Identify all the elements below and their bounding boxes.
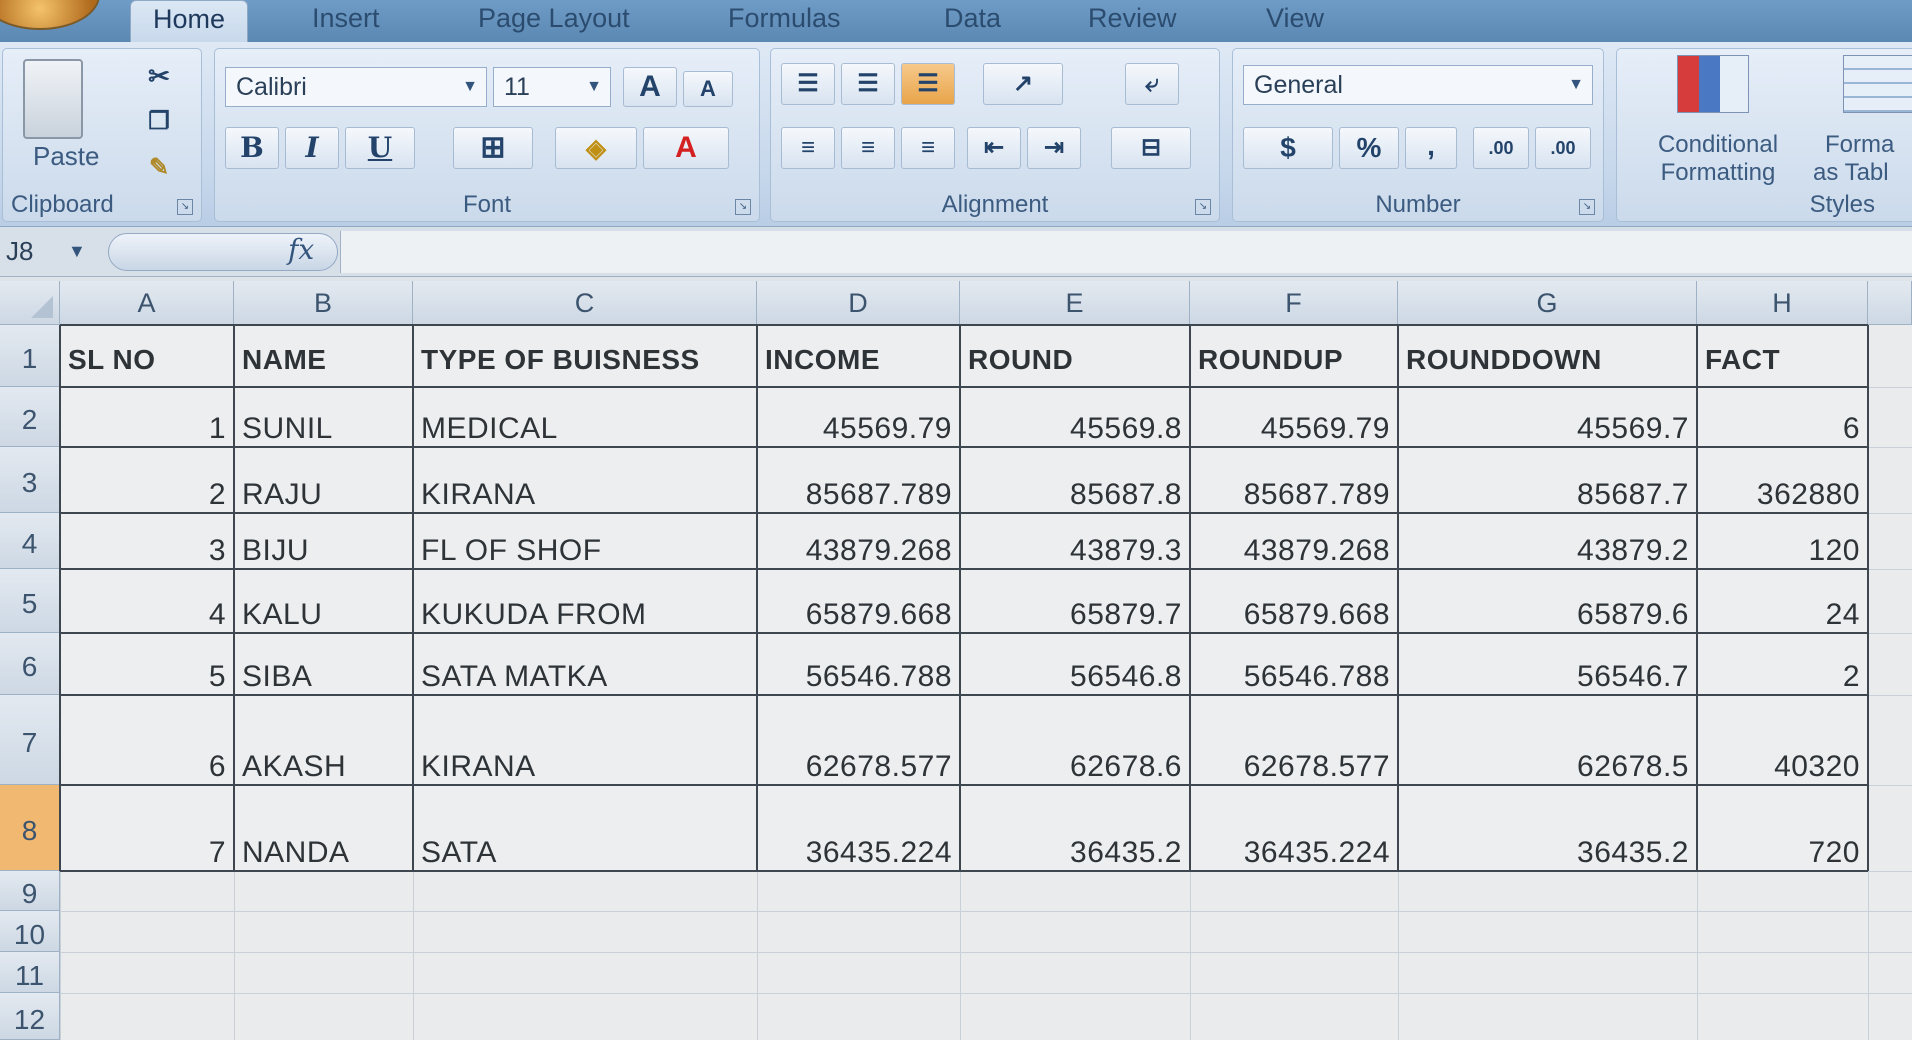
- table-cell[interactable]: 40320: [1774, 750, 1860, 783]
- table-border: [60, 568, 1868, 570]
- table-cell[interactable]: SIBA: [242, 660, 313, 693]
- table-border: [1696, 325, 1698, 871]
- table-cell[interactable]: 2: [208, 478, 226, 511]
- italic-button[interactable]: I: [285, 127, 339, 169]
- currency-button[interactable]: $: [1243, 127, 1333, 169]
- format-as-table-label-2: as Tabl: [1813, 159, 1889, 186]
- table-cell[interactable]: 36435.224: [805, 836, 952, 869]
- table-cell[interactable]: 1: [208, 412, 226, 445]
- font-size-value: 11: [504, 73, 530, 101]
- table-cell[interactable]: KUKUDA FROM: [421, 598, 647, 631]
- table-cell[interactable]: 43879.268: [1243, 534, 1390, 567]
- conditional-formatting-button[interactable]: [1633, 131, 1803, 187]
- decrease-indent-icon[interactable]: ⇤: [967, 127, 1021, 169]
- tab-insert[interactable]: Insert: [312, 3, 380, 33]
- table-cell[interactable]: 24: [1825, 598, 1860, 631]
- number-group-label: Number: [1375, 191, 1461, 218]
- header-cell[interactable]: NAME: [242, 344, 327, 375]
- tab-view[interactable]: View: [1266, 3, 1325, 33]
- header-cell[interactable]: ROUNDDOWN: [1406, 344, 1602, 375]
- comma-button[interactable]: ,: [1405, 127, 1457, 169]
- increase-indent-icon[interactable]: ⇥: [1027, 127, 1081, 169]
- font-launcher-icon[interactable]: ↘: [735, 199, 751, 215]
- table-cell[interactable]: AKASH: [242, 750, 347, 783]
- row-header-9[interactable]: 9: [0, 871, 60, 911]
- cut-icon[interactable]: ✂: [148, 61, 170, 91]
- table-cell[interactable]: 56546.7: [1577, 660, 1689, 693]
- table-cell[interactable]: 6: [208, 750, 226, 783]
- table-cell[interactable]: 85687.789: [1243, 478, 1390, 511]
- font-group: [214, 48, 760, 222]
- table-cell[interactable]: 65879.668: [1243, 598, 1390, 631]
- font-name-value: Calibri: [236, 73, 307, 101]
- table-cell[interactable]: 43879.2: [1577, 534, 1689, 567]
- alignment-group: [770, 48, 1220, 222]
- table-cell[interactable]: 45569.79: [1260, 412, 1390, 445]
- font-name-select[interactable]: [225, 67, 487, 107]
- conditional-formatting-label-1: Conditional: [1657, 131, 1779, 158]
- table-cell[interactable]: 65879.668: [805, 598, 952, 631]
- increase-decimal-button[interactable]: .00: [1473, 127, 1529, 169]
- table-cell[interactable]: BIJU: [242, 534, 310, 567]
- fill-color-icon[interactable]: ◈: [555, 127, 637, 169]
- table-border: [1397, 325, 1399, 871]
- wrap-text-icon[interactable]: ⤶: [1125, 63, 1179, 105]
- table-cell[interactable]: KALU: [242, 598, 323, 631]
- conditional-formatting-icon[interactable]: [1677, 55, 1749, 113]
- chevron-down-icon[interactable]: ▼: [68, 241, 86, 261]
- formula-input[interactable]: [340, 231, 1912, 273]
- copy-icon[interactable]: ❐: [148, 108, 170, 135]
- table-cell[interactable]: RAJU: [242, 478, 323, 511]
- table-border: [233, 325, 235, 871]
- align-left-icon[interactable]: ≡: [781, 127, 835, 169]
- format-as-table-label-1: Forma: [1825, 131, 1895, 158]
- table-cell[interactable]: MEDICAL: [421, 412, 558, 445]
- styles-group: [1616, 48, 1912, 222]
- ribbon: [0, 42, 1912, 227]
- table-cell[interactable]: 62678.6: [1070, 750, 1182, 783]
- align-bottom-icon[interactable]: ☰: [901, 63, 955, 105]
- column-header-f[interactable]: F: [1190, 281, 1398, 325]
- table-cell[interactable]: 85687.789: [805, 478, 952, 511]
- row-header-8[interactable]: 8: [0, 785, 60, 871]
- gridline: [60, 911, 1912, 912]
- header-cell[interactable]: TYPE OF BUISNESS: [421, 344, 700, 375]
- table-cell[interactable]: 85687.8: [1070, 478, 1182, 511]
- header-cell[interactable]: SL NO: [68, 344, 156, 375]
- tab-home[interactable]: Home: [130, 0, 248, 42]
- table-border: [60, 694, 1868, 696]
- office-button[interactable]: [0, 0, 100, 30]
- alignment-launcher-icon[interactable]: ↘: [1195, 199, 1211, 215]
- table-cell[interactable]: KIRANA: [421, 750, 536, 783]
- table-cell[interactable]: 36435.2: [1070, 836, 1182, 869]
- number-group: [1232, 48, 1604, 222]
- bold-button[interactable]: B: [225, 127, 279, 169]
- table-cell[interactable]: 3: [208, 534, 226, 567]
- row-header-2[interactable]: 2: [0, 387, 60, 447]
- number-format-select[interactable]: [1243, 65, 1593, 105]
- table-cell[interactable]: 56546.788: [805, 660, 952, 693]
- underline-button[interactable]: U: [345, 127, 415, 169]
- align-center-icon[interactable]: ≡: [841, 127, 895, 169]
- table-cell[interactable]: FL OF SHOF: [421, 534, 602, 567]
- table-cell[interactable]: 56546.788: [1243, 660, 1390, 693]
- table-cell[interactable]: 85687.7: [1577, 478, 1689, 511]
- gridline: [60, 952, 1912, 953]
- format-as-table-button[interactable]: [1813, 131, 1894, 187]
- table-cell[interactable]: SUNIL: [242, 412, 333, 445]
- number-format-value: General: [1254, 71, 1343, 99]
- number-launcher-icon[interactable]: ↘: [1579, 199, 1595, 215]
- decrease-decimal-button[interactable]: .00: [1535, 127, 1591, 169]
- table-border: [60, 324, 1868, 326]
- table-border: [60, 446, 1868, 448]
- clipboard-launcher-icon[interactable]: ↘: [177, 199, 193, 215]
- table-cell[interactable]: 65879.7: [1070, 598, 1182, 631]
- name-box[interactable]: J8: [6, 236, 34, 266]
- table-border: [60, 784, 1868, 786]
- conditional-formatting-label-2: Formatting: [1660, 159, 1776, 186]
- formula-bar: [0, 227, 1912, 277]
- table-cell[interactable]: 43879.3: [1070, 534, 1182, 567]
- paste-icon[interactable]: [23, 59, 83, 139]
- table-cell[interactable]: 120: [1808, 534, 1860, 567]
- table-border: [60, 870, 1868, 872]
- spreadsheet-grid: [0, 281, 1912, 1040]
- table-cell[interactable]: 36435.224: [1243, 836, 1390, 869]
- row-header-10[interactable]: 10: [0, 911, 60, 952]
- table-cell[interactable]: 5: [208, 660, 226, 693]
- row-header-3[interactable]: 3: [0, 447, 60, 513]
- row-header-4[interactable]: 4: [0, 513, 60, 569]
- percent-button[interactable]: %: [1339, 127, 1399, 169]
- table-cell[interactable]: 43879.268: [805, 534, 952, 567]
- table-border: [1867, 325, 1869, 871]
- align-top-icon[interactable]: ☰: [781, 63, 835, 105]
- row-header-6[interactable]: 6: [0, 633, 60, 695]
- grow-font-button[interactable]: A: [623, 67, 677, 107]
- styles-group-label: Styles: [1809, 191, 1875, 218]
- table-border: [959, 325, 961, 871]
- shrink-font-button[interactable]: A: [683, 71, 733, 107]
- format-as-table-icon[interactable]: [1843, 55, 1912, 113]
- format-painter-icon[interactable]: ✎: [148, 154, 170, 181]
- row-header-5[interactable]: 5: [0, 569, 60, 633]
- gridline: [60, 993, 1912, 994]
- table-cell[interactable]: 4: [208, 598, 226, 631]
- header-cell[interactable]: INCOME: [765, 344, 880, 375]
- table-cell[interactable]: NANDA: [242, 836, 350, 869]
- row-header-12[interactable]: 12: [0, 993, 60, 1040]
- column-header-c[interactable]: C: [413, 281, 757, 325]
- table-cell[interactable]: SATA MATKA: [421, 660, 608, 693]
- font-color-button[interactable]: A: [643, 127, 729, 169]
- select-all-corner[interactable]: [0, 281, 60, 325]
- table-border: [59, 325, 61, 871]
- column-header-h[interactable]: H: [1697, 281, 1868, 325]
- chevron-down-icon: ▼: [1568, 76, 1584, 93]
- table-border: [412, 325, 414, 871]
- table-cell[interactable]: 62678.577: [805, 750, 952, 783]
- tab-formulas[interactable]: Formulas: [728, 3, 841, 33]
- tab-page-layout[interactable]: Page Layout: [478, 3, 630, 33]
- column-header-e[interactable]: E: [960, 281, 1190, 325]
- table-cell[interactable]: 62678.5: [1577, 750, 1689, 783]
- header-cell[interactable]: FACT: [1705, 344, 1781, 375]
- table-cell[interactable]: 56546.8: [1070, 660, 1182, 693]
- align-middle-icon[interactable]: ☰: [841, 63, 895, 105]
- table-cell[interactable]: 720: [1808, 836, 1860, 869]
- chevron-down-icon: ▼: [462, 78, 478, 95]
- tab-data[interactable]: Data: [944, 3, 1002, 33]
- chevron-down-icon: ▼: [586, 78, 602, 95]
- orientation-icon[interactable]: ↗: [983, 63, 1063, 105]
- column-header-a[interactable]: A: [60, 281, 234, 325]
- table-cell[interactable]: 45569.8: [1070, 412, 1182, 445]
- column-header-filler: [1868, 281, 1912, 325]
- merge-center-icon[interactable]: ⊟: [1111, 127, 1191, 169]
- column-header-b[interactable]: B: [234, 281, 413, 325]
- table-cell[interactable]: 45569.7: [1577, 412, 1689, 445]
- table-cell[interactable]: 2: [1842, 660, 1860, 693]
- ribbon-tab-bar: [0, 0, 1912, 42]
- tab-review[interactable]: Review: [1088, 3, 1177, 33]
- table-cell[interactable]: 362880: [1756, 478, 1860, 511]
- clipboard-group: [2, 48, 202, 222]
- font-group-label: Font: [462, 191, 512, 218]
- table-cell[interactable]: 65879.6: [1577, 598, 1689, 631]
- alignment-group-label: Alignment: [941, 191, 1049, 218]
- insert-function-button[interactable]: fx: [288, 233, 315, 266]
- header-cell[interactable]: ROUNDUP: [1198, 344, 1344, 375]
- column-header-g[interactable]: G: [1398, 281, 1697, 325]
- row-header-1[interactable]: 1: [0, 325, 60, 387]
- font-size-select[interactable]: [493, 67, 611, 107]
- table-cell[interactable]: 62678.577: [1243, 750, 1390, 783]
- row-header-7[interactable]: 7: [0, 695, 60, 785]
- paste-button[interactable]: Paste: [33, 141, 100, 171]
- table-border: [1189, 325, 1191, 871]
- row-header-11[interactable]: 11: [0, 952, 60, 993]
- table-cell[interactable]: KIRANA: [421, 478, 536, 511]
- table-cell[interactable]: SATA: [421, 836, 497, 869]
- column-header-d[interactable]: D: [757, 281, 960, 325]
- align-right-icon[interactable]: ≡: [901, 127, 955, 169]
- table-border: [60, 386, 1868, 388]
- table-border: [60, 632, 1868, 634]
- table-cell[interactable]: 45569.79: [822, 412, 952, 445]
- table-border: [756, 325, 758, 871]
- table-cell[interactable]: 36435.2: [1577, 836, 1689, 869]
- borders-icon[interactable]: ⊞: [453, 127, 533, 169]
- table-border: [60, 512, 1868, 514]
- clipboard-group-label: Clipboard: [11, 191, 114, 218]
- header-cell[interactable]: ROUND: [968, 344, 1074, 375]
- table-cell[interactable]: 7: [208, 836, 226, 869]
- table-cell[interactable]: 6: [1842, 412, 1860, 445]
